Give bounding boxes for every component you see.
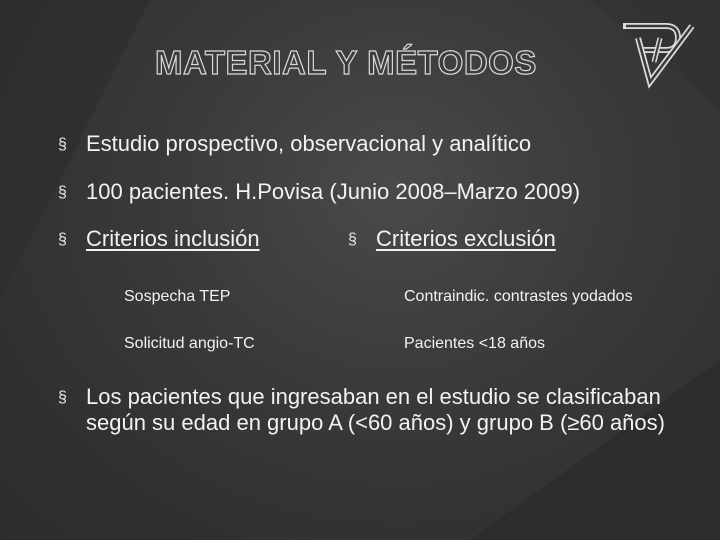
inclusion-heading	[58, 226, 260, 252]
exclusion-item: Contraindic. contrastes yodados	[404, 288, 633, 305]
bullet-classification-text: Los pacientes que ingresaban en el estudio se clasificaban según su edad en grupo A (<60 años) y grupo B (≥60 años)	[86, 384, 665, 435]
bullet-classification	[58, 384, 686, 436]
bullet-study	[58, 131, 531, 157]
exclusion-item: Pacientes <18 años	[404, 335, 545, 352]
bullet-marker: §	[58, 184, 67, 201]
bullet-patients-text: 100 pacientes. H.Povisa (Junio 2008–Marzo 2009)	[86, 179, 581, 204]
inclusion-item: Sospecha TEP	[124, 288, 231, 305]
rv-logo-icon	[620, 18, 698, 90]
inclusion-heading-text: Criterios inclusión	[86, 226, 260, 251]
inclusion-item: Solicitud angio-TC	[124, 335, 255, 352]
bullet-marker: §	[58, 136, 67, 153]
bullet-patients	[58, 179, 580, 205]
exclusion-heading	[348, 226, 556, 252]
exclusion-heading-text: Criterios exclusión	[376, 226, 556, 251]
bullet-marker: §	[348, 231, 357, 248]
bullet-marker: §	[58, 389, 67, 406]
slide-title: MATERIAL Y MÉTODOS	[155, 44, 537, 81]
bullet-study-text: Estudio prospectivo, observacional y analítico	[86, 131, 532, 156]
bullet-marker: §	[58, 231, 67, 248]
